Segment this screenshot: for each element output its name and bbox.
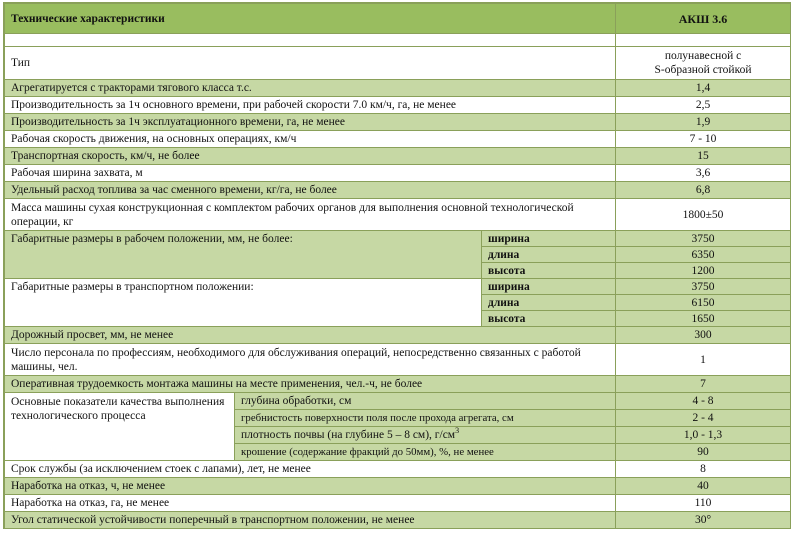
quality-item-name: глубина обработки, см xyxy=(235,393,616,410)
row-label: Оперативная трудоемкость монтажа машины на месте применения, чел.-ч, не более xyxy=(5,376,616,393)
row-label: Угол статической устойчивости поперечный в транспортном положении, не менее xyxy=(5,512,616,529)
dims-work-item-name: высота xyxy=(482,263,616,279)
dims-work-row xyxy=(5,231,791,247)
row-label: Наработка на отказ, га, не менее xyxy=(5,495,616,512)
dims-work-item-value: 3750 xyxy=(616,231,791,247)
dims-work-item-name: длина xyxy=(482,247,616,263)
type-value-line1: полунавесной с xyxy=(664,50,742,62)
dims-transport-item-name: длина xyxy=(482,295,616,311)
row-label: Дорожный просвет, мм, не менее xyxy=(5,327,616,344)
table-row xyxy=(5,327,791,344)
quality-density-sup: 3 xyxy=(455,426,460,436)
row-label: Удельный расход топлива за час сменного времени, кг/га, не более xyxy=(5,182,616,199)
quality-density-label: плотность почвы (на глубине 5 – 8 см), г/см xyxy=(241,429,456,441)
quality-item-value: 2 - 4 xyxy=(616,410,791,427)
header-label: Технические характеристики xyxy=(5,4,616,34)
dims-transport-item-name: ширина xyxy=(482,279,616,295)
table-row xyxy=(5,512,791,529)
table-row xyxy=(5,461,791,478)
header-model: АКШ 3.6 xyxy=(616,4,791,34)
dims-transport-row xyxy=(5,279,791,295)
table-row xyxy=(5,47,791,80)
row-value: 30° xyxy=(616,512,791,529)
row-label: Число персонала по профессиям, необходимого для обслуживания операций, непосредственно связанных с работой машины, чел. xyxy=(5,344,616,376)
table-row xyxy=(5,114,791,131)
dims-transport-item-name: высота xyxy=(482,311,616,327)
row-value: 15 xyxy=(616,148,791,165)
type-value-line2: S-образной стойкой xyxy=(654,64,752,76)
row-value: 8 xyxy=(616,461,791,478)
row-label: Производительность за 1ч эксплуатационного времени, га, не менее xyxy=(5,114,616,131)
row-label: Тип xyxy=(5,47,616,80)
quality-item-name: гребнистость поверхности поля после прохода агрегата, см xyxy=(235,410,616,427)
dims-work-item-value: 1200 xyxy=(616,263,791,279)
row-label: Масса машины сухая конструкционная с комплектом рабочих органов для выполнения основной технологической операции, кг xyxy=(5,199,616,231)
table-row xyxy=(5,80,791,97)
row-label: Рабочая скорость движения, на основных операциях, км/ч xyxy=(5,131,616,148)
table-row xyxy=(5,165,791,182)
quality-row xyxy=(5,393,791,410)
dims-transport-item-value: 1650 xyxy=(616,311,791,327)
quality-item-name xyxy=(235,427,616,444)
row-value: 1,9 xyxy=(616,114,791,131)
table-row xyxy=(5,478,791,495)
dims-work-item-value: 6350 xyxy=(616,247,791,263)
quality-item-value: 4 - 8 xyxy=(616,393,791,410)
row-value: 300 xyxy=(616,327,791,344)
dims-transport-item-value: 6150 xyxy=(616,295,791,311)
table-row xyxy=(5,182,791,199)
spec-table xyxy=(4,3,791,529)
table-row xyxy=(5,495,791,512)
row-value: 1 xyxy=(616,344,791,376)
quality-item-name: крошение (содержание фракций до 50мм), %, не менее xyxy=(235,444,616,461)
row-value: 2,5 xyxy=(616,97,791,114)
row-label: Транспортная скорость, км/ч, не более xyxy=(5,148,616,165)
row-value: 7 xyxy=(616,376,791,393)
row-label: Рабочая ширина захвата, м xyxy=(5,165,616,182)
table-row xyxy=(5,199,791,231)
row-label: Агрегатируется с тракторами тягового класса т.с. xyxy=(5,80,616,97)
table-row xyxy=(5,376,791,393)
spec-sheet xyxy=(3,2,791,529)
row-value: 1,4 xyxy=(616,80,791,97)
dims-transport-label: Габаритные размеры в транспортном положении: xyxy=(5,279,482,327)
row-value: 40 xyxy=(616,478,791,495)
row-label: Наработка на отказ, ч, не менее xyxy=(5,478,616,495)
spacer-row xyxy=(5,34,791,47)
row-value xyxy=(616,47,791,80)
dims-work-label: Габаритные размеры в рабочем положении, мм, не более: xyxy=(5,231,482,279)
table-row xyxy=(5,97,791,114)
row-value: 6,8 xyxy=(616,182,791,199)
table-header-row xyxy=(5,4,791,34)
table-row xyxy=(5,344,791,376)
dims-work-item-name: ширина xyxy=(482,231,616,247)
dims-transport-item-value: 3750 xyxy=(616,279,791,295)
row-value: 1800±50 xyxy=(616,199,791,231)
quality-label: Основные показатели качества выполнения технологического процесса xyxy=(5,393,235,461)
row-value: 3,6 xyxy=(616,165,791,182)
row-value: 110 xyxy=(616,495,791,512)
table-row xyxy=(5,148,791,165)
row-label: Срок службы (за исключением стоек с лапами), лет, не менее xyxy=(5,461,616,478)
row-label: Производительность за 1ч основного времени, при рабочей скорости 7.0 км/ч, га, не менее xyxy=(5,97,616,114)
row-value: 7 - 10 xyxy=(616,131,791,148)
quality-item-value: 90 xyxy=(616,444,791,461)
quality-item-value: 1,0 - 1,3 xyxy=(616,427,791,444)
table-row xyxy=(5,131,791,148)
